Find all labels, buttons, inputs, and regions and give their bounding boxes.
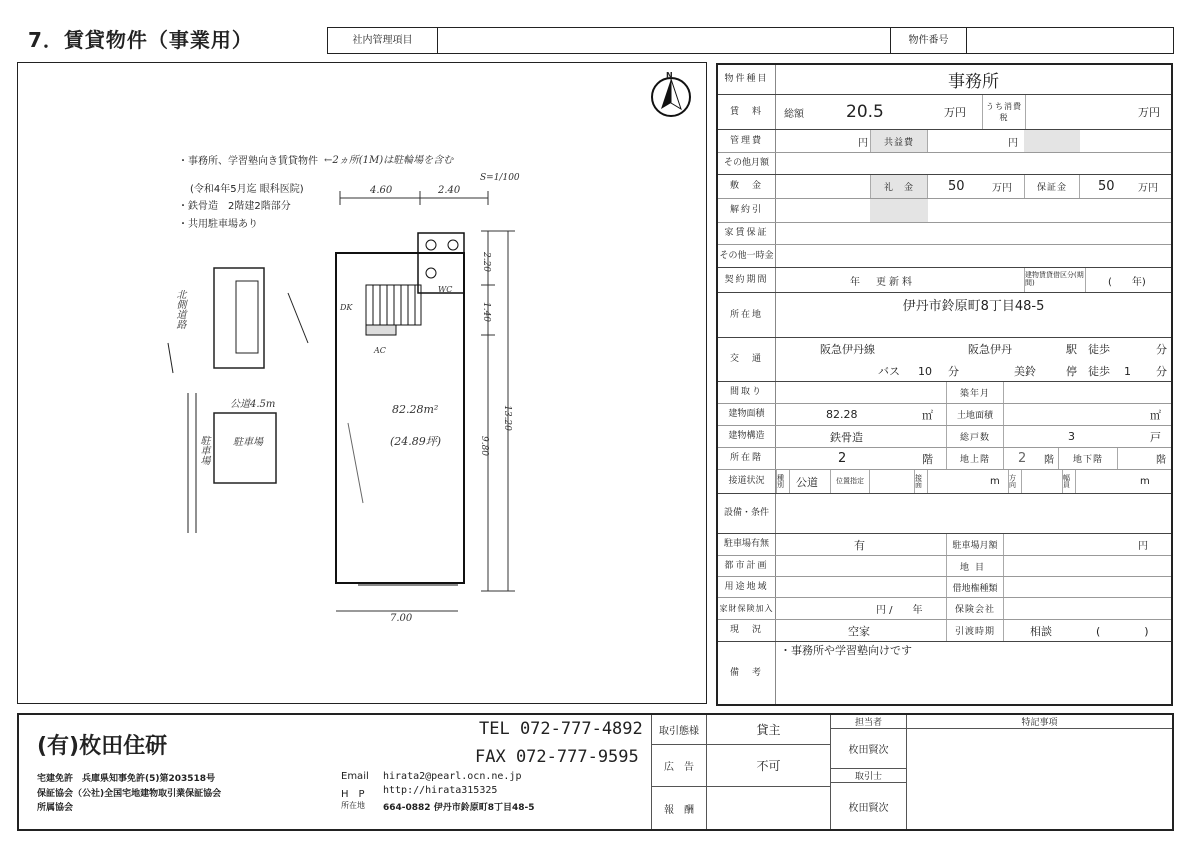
dir-label: 方向 [1008, 470, 1022, 493]
land-category-label: 地目 [946, 556, 1004, 576]
frontage-label: 接面 [914, 470, 928, 493]
row-type [718, 65, 1171, 95]
row-floor [718, 448, 1171, 470]
below-unit: 階 [1156, 455, 1166, 466]
floor-unit: 階 [922, 452, 933, 466]
m-unit-1: m [990, 476, 1000, 487]
key-money-label: 礼 金 [870, 175, 928, 198]
footer [17, 713, 1174, 831]
hp[interactable]: http://hirata315325 [383, 785, 498, 796]
ad-value: 不可 [707, 745, 831, 787]
staff-label: 担当者 [831, 715, 907, 729]
structure-value: 鉄骨造 [830, 430, 863, 444]
road-pos-label: 位置指定 [830, 470, 870, 493]
status-value: 空家 [848, 624, 870, 638]
parking-fee-label: 駐車場月額 [946, 534, 1004, 555]
ad-label: 広 告 [651, 745, 707, 787]
parking-label: 駐車場有無 [718, 534, 776, 555]
dim-left: 4.60 [370, 185, 393, 196]
handover-value: 相談 [1030, 624, 1052, 638]
other-monthly-label: その他月額 [718, 153, 776, 174]
lease-right-label: 借地権種類 [946, 577, 1004, 597]
row-road [718, 470, 1171, 494]
line-value: 阪急伊丹線 [820, 343, 875, 356]
deal-label: 取引態様 [651, 715, 707, 745]
type-label: 物件種目 [718, 65, 776, 94]
deal-value: 貸主 [707, 715, 831, 745]
m-unit-2: m [1140, 476, 1150, 487]
lease-type-label: 建物賃貸借区分(期間) [1024, 268, 1086, 292]
row-transport [718, 338, 1171, 382]
row-other-monthly [718, 153, 1171, 175]
row-rent-guarantee [718, 223, 1171, 245]
total-units-value: 3 [1068, 430, 1075, 443]
remarks-label: 備 考 [718, 642, 776, 704]
deposit-label: 敷 金 [718, 175, 776, 198]
row-remarks [718, 642, 1171, 704]
remarks-value: ・事務所や学習塾向けです [780, 644, 912, 657]
parking-fee-unit: 円 [1138, 541, 1148, 552]
guarantee-unit: 万円 [1138, 183, 1158, 194]
row-address [718, 293, 1171, 338]
common-unit: 円 [1008, 137, 1018, 149]
row-status [718, 620, 1171, 642]
rent-value: 20.5 [846, 102, 884, 122]
mgmt-label: 管理費 [718, 130, 776, 152]
above-unit: 階 [1044, 455, 1054, 466]
tax-unit: 万円 [1138, 106, 1160, 119]
hp-label: H P [341, 789, 365, 800]
key-money-unit: 万円 [992, 183, 1012, 194]
handover-label: 引渡時期 [946, 620, 1004, 641]
broker-label: 取引士 [831, 769, 907, 783]
transport-label: 交 通 [718, 338, 776, 381]
mgmt-unit: 円 [858, 137, 868, 149]
area-m2: 82.28m² [392, 403, 439, 416]
compass-icon [652, 78, 690, 116]
dim-right-3: 9.80 [479, 435, 490, 457]
dim-mid: 2.40 [438, 185, 461, 196]
dim-right-1: 2.20 [481, 251, 492, 273]
dk-label: DK [340, 303, 353, 312]
guarantee-value: 50 [1098, 179, 1115, 194]
row-deposit [718, 175, 1171, 199]
row-other-once [718, 245, 1171, 268]
layout-label: 間取り [718, 382, 776, 403]
internal-value[interactable] [438, 28, 891, 53]
width-label: 幅員 [1062, 470, 1076, 493]
road-label: 接道状況 [718, 470, 776, 493]
key-money-value: 50 [948, 179, 965, 194]
area-unit-1: ㎡ [922, 408, 933, 422]
row-rent [718, 95, 1171, 130]
row-building-area [718, 404, 1171, 426]
total-units-label: 総戸数 [946, 426, 1004, 447]
rent-unit: 万円 [944, 106, 966, 119]
scale-note: S=1/100 [480, 173, 520, 183]
header-bar [327, 27, 1174, 54]
row-deduction [718, 199, 1171, 223]
note-1: ・事務所、学習塾向き賃貸物件 [178, 156, 318, 167]
internal-label: 社内管理項目 [328, 28, 438, 53]
road-note: 公道4.5m [230, 399, 276, 410]
property-sheet [716, 63, 1173, 706]
above-value: 2 [1018, 451, 1027, 466]
below-label: 地下階 [1058, 448, 1118, 469]
tel[interactable]: TEL 072-777-4892 [479, 719, 643, 739]
city-plan-label: 都市計画 [718, 556, 776, 576]
address-label: 所在地 [718, 293, 776, 337]
special-label: 特記事項 [907, 715, 1172, 729]
area-unit-2: ㎡ [1150, 408, 1161, 422]
parking-value: 有 [854, 538, 865, 552]
bus-value: 10 [918, 364, 932, 378]
handover-paren: ( ) [1096, 624, 1149, 638]
stop-unit: 停 [1066, 365, 1077, 378]
note-2: (令和4年5月迄 眼科医院) [190, 184, 304, 195]
min-unit-1: 分 [1156, 343, 1167, 356]
min-unit-3: 分 [1156, 365, 1167, 378]
facility-label: 設備・条件 [718, 494, 776, 533]
above-label: 地上階 [946, 448, 1004, 469]
rent-total-label: 総額 [784, 108, 804, 120]
wc-label: WC [438, 285, 453, 294]
row-use-zone [718, 577, 1171, 598]
addr: 664-0882 伊丹市鈴原町8丁目48-5 [383, 803, 535, 813]
row-mgmt [718, 130, 1171, 153]
contract-label: 契約期間 [718, 268, 776, 292]
floor-value: 2 [838, 451, 847, 466]
bus-label: バス [878, 365, 900, 378]
address-value: 伊丹市鈴原町8丁目48-5 [902, 298, 1045, 314]
area-tsubo: (24.89坪) [390, 435, 442, 448]
dim-bottom: 7.00 [390, 613, 413, 624]
contract-unit: 年 [850, 276, 860, 288]
insurance-label: 家財保険加入 [718, 598, 776, 619]
tax-label: うち消費税 [982, 95, 1026, 129]
addr-label: 所在地 [341, 801, 365, 810]
fax: FAX 072-777-9595 [475, 747, 639, 767]
row-city-plan [718, 556, 1171, 577]
property-no-value[interactable] [967, 28, 1173, 53]
road-type-value: 公道 [796, 475, 818, 489]
fee-value [707, 787, 831, 829]
row-layout [718, 382, 1171, 404]
email[interactable]: hirata2@pearl.ocn.ne.jp [383, 771, 522, 782]
units-unit: 戸 [1150, 430, 1161, 444]
type-value: 事務所 [948, 72, 999, 92]
insurance-unit: 円 / 年 [876, 605, 923, 616]
email-label: Email [341, 771, 369, 782]
association: 所属協会 [37, 803, 74, 813]
note-4: ・共用駐車場あり [178, 219, 258, 230]
building-area-value: 82.28 [826, 408, 858, 421]
station-unit: 駅 [1066, 343, 1077, 356]
dim-right-4: 13.20 [501, 405, 512, 431]
broker-value: 枚田賢次 [831, 783, 907, 829]
row-insurance [718, 598, 1171, 620]
min-unit-2: 分 [948, 365, 959, 378]
ac-label: AC [374, 346, 386, 355]
structure-label: 建物構造 [718, 426, 776, 447]
floor-label: 所在階 [718, 448, 776, 469]
floor-plan-panel [17, 62, 707, 704]
renewal-label: 更新料 [876, 276, 915, 288]
note-3: ・鉄骨造 2階建2階部分 [178, 201, 291, 212]
row-contract [718, 268, 1171, 293]
guarantee-assoc: 保証協会（公社)全国宅地建物取引業保証協会 [37, 789, 222, 799]
status-label: 現 況 [718, 620, 776, 641]
side-label-2: 駐車場 [198, 435, 209, 465]
building-area-label: 建物面積 [718, 404, 776, 425]
fee-label: 報 酬 [651, 787, 707, 829]
row-structure [718, 426, 1171, 448]
lease-type-value: ( 年) [1108, 276, 1146, 288]
common-label: 共益費 [870, 130, 928, 152]
stop-value: 美鈴 [1014, 365, 1036, 378]
station-value: 阪急伊丹 [968, 343, 1012, 356]
walk-label-2: 徒歩 [1088, 365, 1110, 378]
insurer-label: 保険会社 [946, 598, 1004, 619]
compass-letter: N [666, 71, 673, 80]
license: 宅建免許 兵庫県知事免許(5)第203518号 [37, 774, 216, 784]
property-no-label: 物件番号 [891, 28, 967, 53]
parking-note: 駐車場 [233, 437, 263, 448]
use-zone-label: 用途地域 [718, 577, 776, 597]
company-name: (有)枚田住研 [37, 734, 168, 759]
row-facility [718, 494, 1171, 534]
deduction-label: 解約引 [718, 199, 776, 222]
handwritten-top-note: ←2ヵ所(1M)は駐輪場を含む [324, 155, 454, 166]
walk2-value: 1 [1124, 364, 1131, 378]
road-type-label: 種別 [776, 470, 790, 493]
land-area-label: 土地面積 [946, 404, 1004, 425]
guarantee-label: 保証金 [1024, 175, 1080, 198]
built-label: 築年月 [946, 382, 1004, 403]
side-label-1: 北側道路 [174, 289, 185, 329]
dim-right-2: 1.40 [481, 301, 492, 323]
other-once-label: その他一時金 [718, 245, 776, 267]
page-title: 7．賃貸物件（事業用） [28, 28, 253, 52]
row-parking [718, 534, 1171, 556]
rent-guarantee-label: 家賃保証 [718, 223, 776, 244]
rent-label: 賃 料 [718, 95, 776, 129]
staff-value: 枚田賢次 [831, 729, 907, 769]
walk-label: 徒歩 [1088, 343, 1110, 356]
